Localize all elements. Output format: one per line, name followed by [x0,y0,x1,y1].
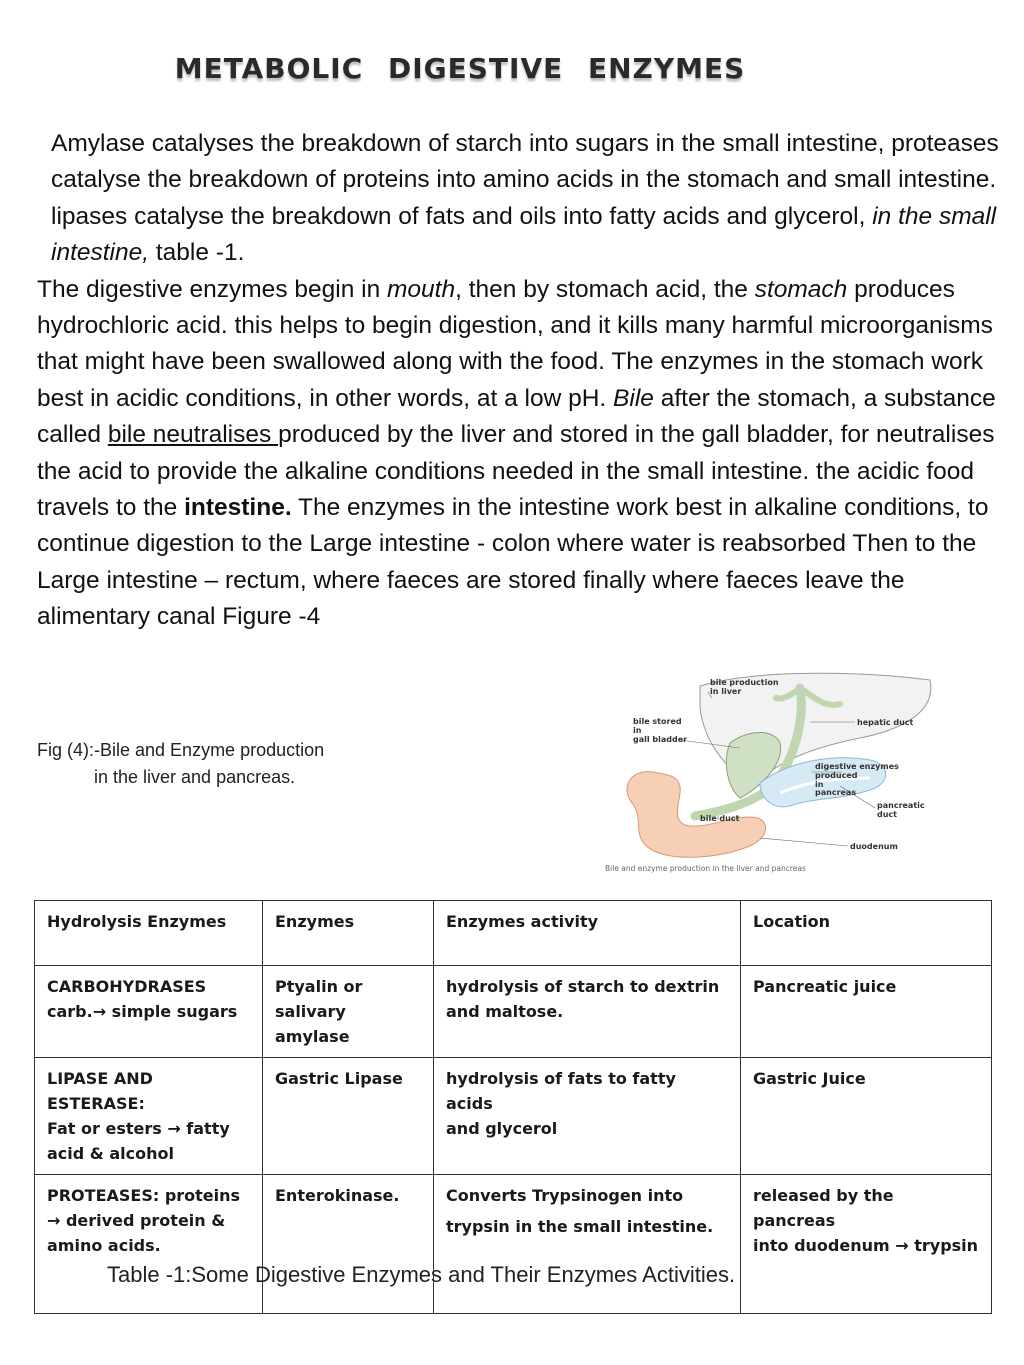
label-bile-stored [633,717,687,744]
cell-line: Converts Trypsinogen into [446,1186,684,1205]
enzymes-table [34,900,992,1314]
paragraph-digestion [37,272,1002,636]
bile-enzyme-diagram [600,668,945,878]
label-line: in [815,780,824,789]
figure-caption [37,737,324,791]
column-header: Hydrolysis Enzymes [35,901,263,966]
cell-line: and maltose. [446,1002,564,1021]
table-row [35,1058,992,1175]
cell-line: salivary amylase [275,1002,350,1046]
text-span: Amylase catalyses the breakdown of starch into sugars in the small intestine, proteases catalyse the breakdown of proteins into amino acids in the stomach and small intestine. lipases catalyse the breakdown of fats and oils into fatty acids and glycerol, [51,130,999,230]
bold-span: intestine. [184,494,292,522]
label-line: digestive enzymes [815,762,899,771]
table-row [35,966,992,1058]
table-cell [741,966,992,1058]
cell-line: → derived protein & [47,1211,226,1230]
cell-line: Enterokinase. [275,1186,400,1205]
cell-line: and glycerol [446,1119,558,1138]
label-pancreatic-duct [877,801,925,819]
table-cell [434,1058,741,1175]
label-bile-duct: bile duct [700,814,740,823]
label-line: bile production [710,678,779,687]
cell-line: PROTEASES: proteins [47,1186,241,1205]
label-duodenum: duodenum [850,842,898,851]
cell-line: Fat or esters → fatty [47,1119,230,1138]
table-header-row [35,901,992,966]
table-cell [35,966,263,1058]
text-span: produced by the liver and stored in the gall bladder, for neutralises the acid to provide the alkaline conditions needed in the small intestine. the acidic food travels to the [37,421,995,522]
text-span: The digestive enzymes begin in [37,275,387,303]
figure-caption-line: Fig (4):-Bile and Enzyme production [37,740,325,760]
column-header: Location [741,901,992,966]
table-cell [263,1058,434,1175]
cell-line: acid & alcohol [47,1144,174,1163]
label-line: pancreas [815,788,857,797]
cell-line: CARBOHYDRASES [47,977,207,996]
italic-span: stomach [754,275,848,303]
cell-line: carb.→ simple sugars [47,1002,238,1021]
table-cell [434,966,741,1058]
label-line: in [633,726,642,735]
label-line: pancreatic [877,801,925,810]
cell-line: hydrolysis of fats to fatty acids [446,1069,676,1113]
page-title: METABOLIC DIGESTIVE ENZYMES [174,52,746,85]
column-header: Enzymes [263,901,434,966]
text-span: produces hydrochloric acid. this helps to begin digestion, and it kills many harmful microorganisms that might have been swallowed along with the food. The enzymes in the stomach work best in acidic conditions, in other words, at a low pH. [37,275,993,412]
italic-span: Bile [613,384,654,412]
table-cell [741,1058,992,1175]
cell-line: LIPASE AND ESTERASE: [47,1069,153,1113]
italic-span: in the small intestine, [51,202,997,267]
text-span: , then by stomach acid, the [455,275,755,303]
cell-line: Pancreatic juice [753,977,897,996]
table-cell [35,1058,263,1175]
figure-caption-line: in the liver and pancreas. [94,767,296,787]
table-caption: Table -1:Some Digestive Enzymes and Their Enzymes Activities. [107,1262,736,1287]
label-line: in liver [710,687,742,696]
cell-line: amino acids. [47,1236,161,1255]
label-leader [760,838,848,846]
table-row [35,1175,992,1314]
table-cell [741,1175,992,1314]
table-cell [263,1175,434,1314]
cell-line: released by the pancreas [753,1186,894,1230]
diagram-caption: Bile and enzyme production in the liver and pancreas [605,864,806,873]
text-span: after the stomach, a substance called [37,384,996,449]
cell-line: hydrolysis of starch to dextrin [446,977,720,996]
italic-span: mouth [387,275,456,303]
table-cell [434,1175,741,1314]
cell-line: Gastric Lipase [275,1069,403,1088]
column-header: Enzymes activity [434,901,741,966]
body-text [37,126,1002,636]
cell-line: trypsin in the small intestine. [446,1217,714,1236]
label-line: bile stored [633,717,682,726]
text-span: The enzymes in the intestine work best in alkaline conditions, to continue digestion to the Large intestine - colon where water is reabsorbed Then to the Large intestine – rectum, where faeces are stored finally where faeces leave the alimentary canal Figure -4 [37,494,989,631]
cell-line: into duodenum → trypsin [753,1236,979,1255]
label-hepatic-duct: hepatic duct [857,718,914,727]
table-cell [35,1175,263,1314]
table-cell [263,966,434,1058]
paragraph-enzymes [37,126,1002,272]
cell-line: Ptyalin or [275,977,363,996]
underlined-span: bile neutralises [107,421,279,449]
text-span: table -1. [149,239,245,267]
cell-line: Gastric Juice [753,1069,866,1088]
label-line: duct [877,810,897,819]
label-line: gall bladder [633,735,688,744]
label-line: produced [815,771,858,780]
